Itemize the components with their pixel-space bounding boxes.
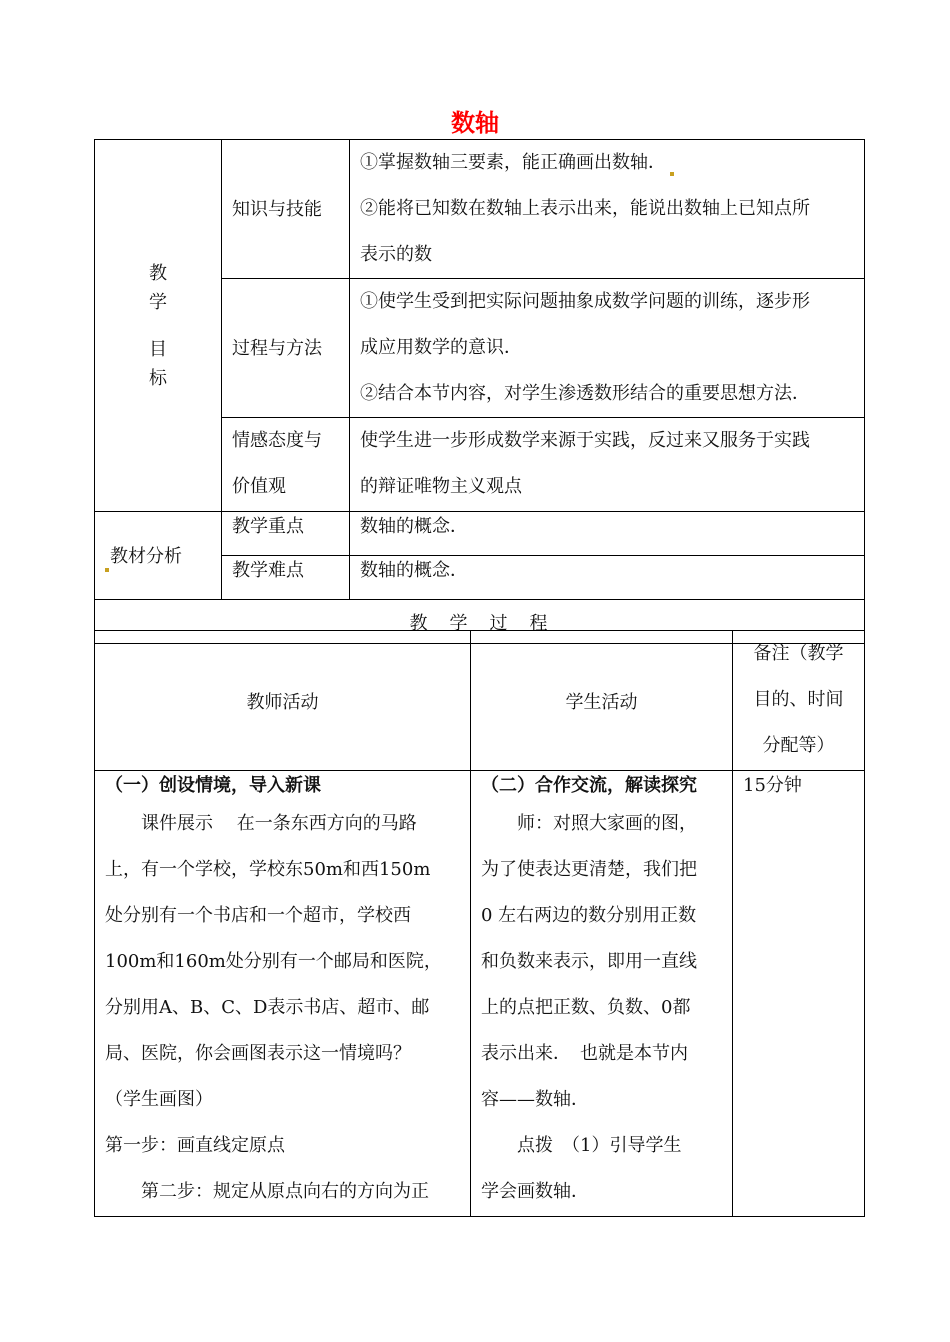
student-activity <box>471 771 733 1217</box>
analysis-label-difficulty: 教学难点 <box>222 556 350 600</box>
page-title: 数轴 <box>451 109 499 137</box>
note-cell: 15分钟 <box>733 771 865 1217</box>
student-line: 0 左右两边的数分别用正数 <box>481 905 697 926</box>
col-header-note: 备注（教学 目的、时间 分配等） <box>733 631 865 771</box>
teacher-line: 局、医院，你会画图表示这一情境吗？ <box>105 1043 411 1064</box>
student-line: 容——数轴． <box>481 1089 589 1110</box>
objective-line: ①掌握数轴三要素，能正确画出数轴． <box>360 140 856 186</box>
objectives-header-char: 目 <box>149 338 167 360</box>
objective-label-process: 过程与方法 <box>222 279 350 418</box>
student-line: 点拨 （1）引导学生 <box>517 1135 682 1156</box>
objective-line: ②结合本节内容，对学生渗透数形结合的重要思想方法． <box>360 383 810 404</box>
student-line: 表示出来． 也就是本节内 <box>481 1043 688 1064</box>
objective-label-attitude: 情感态度与 价值观 <box>222 418 350 512</box>
student-line: 上的点把正数、负数、0都 <box>481 997 691 1018</box>
objectives-header-char: 教 <box>149 262 167 284</box>
col-header-student: 学生活动 <box>471 631 733 771</box>
student-line: 师：对照大家画的图， <box>517 813 697 834</box>
teacher-heading: （一）创设情境，导入新课 <box>105 775 321 796</box>
teacher-line: 课件展示 在一条东西方向的马路 <box>141 813 417 834</box>
objective-content-process <box>350 279 865 418</box>
teacher-line: 100m和160m处分别有一个邮局和医院， <box>105 951 442 972</box>
edit-mark-icon <box>670 172 674 176</box>
analysis-value-difficulty: 数轴的概念． <box>350 556 865 600</box>
student-heading: （二）合作交流，解读探究 <box>481 775 697 796</box>
teacher-line: 分别用A、B、C、D表示书店、超市、邮 <box>105 997 430 1018</box>
col-header-teacher: 教师活动 <box>95 631 471 771</box>
objective-line: 成应用数学的意识． <box>360 337 522 358</box>
objectives-table <box>94 139 865 644</box>
teacher-line: 上，有一个学校，学校东50m和西150m <box>105 859 431 880</box>
objective-content-attitude <box>350 418 865 512</box>
process-header: 教 学 过 程 <box>95 600 865 644</box>
analysis-header: 教材分析 <box>95 512 222 600</box>
objective-line: 的辩证唯物主义观点 <box>360 476 522 497</box>
student-line: 为了使表达更清楚，我们把 <box>481 859 697 880</box>
teacher-line: （学生画图） <box>105 1089 213 1110</box>
student-line: 和负数来表示，即用一直线 <box>481 951 697 972</box>
objective-line: ②能将已知数在数轴上表示出来，能说出数轴上已知点所 <box>360 198 810 219</box>
objectives-header <box>95 140 222 512</box>
objectives-header-char: 学 <box>149 291 167 313</box>
teacher-line: 第二步：规定从原点向右的方向为正 <box>141 1181 429 1202</box>
teacher-activity <box>95 771 471 1217</box>
teacher-line: 处分别有一个书店和一个超市，学校西 <box>105 905 411 926</box>
process-table <box>94 630 865 1217</box>
objective-label-knowledge: 知识与技能 <box>222 140 350 279</box>
objective-line: 表示的数 <box>360 244 432 265</box>
analysis-value-key: 数轴的概念． <box>350 512 865 556</box>
objective-line: 使学生进一步形成数学来源于实践，反过来又服务于实践 <box>360 430 810 451</box>
analysis-label-key: 教学重点 <box>222 512 350 556</box>
teacher-line: 第一步：画直线定原点 <box>105 1135 285 1156</box>
edit-mark-icon <box>105 568 109 572</box>
objective-content-knowledge <box>350 140 865 279</box>
objectives-header-char: 标 <box>149 367 167 389</box>
objective-line: ①使学生受到把实际问题抽象成数学问题的训练，逐步形 <box>360 291 810 312</box>
student-line: 学会画数轴． <box>481 1181 589 1202</box>
